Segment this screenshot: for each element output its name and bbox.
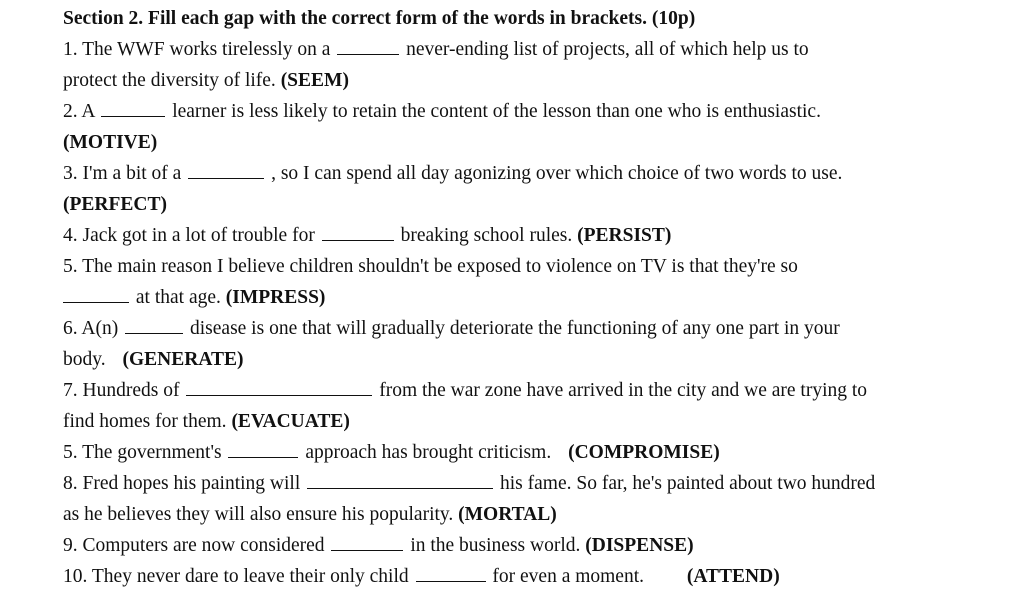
section-title: Section 2. Fill each gap with the correct form of the words in brackets. (10p) (63, 8, 696, 29)
item-6-blank[interactable] (125, 317, 183, 334)
item-9-text-before: 9. Computers are now considered (63, 535, 325, 556)
item-3-line-2 (63, 189, 1003, 220)
item-4-keyword: (PERSIST) (577, 225, 672, 246)
item-5b-blank[interactable] (228, 441, 298, 458)
item-9-blank[interactable] (331, 534, 403, 551)
item-4-blank[interactable] (322, 224, 394, 241)
item-8-text-before: 8. Fred hopes his painting will (63, 473, 301, 494)
item-7-text-before: 7. Hundreds of (63, 380, 180, 401)
item-5b-line-1 (63, 437, 1003, 468)
item-7-text-cont: find homes for them. (63, 411, 227, 432)
item-6-text-after: disease is one that will gradually deteriorate the functioning of any one part in your (190, 318, 840, 339)
item-2-keyword: (MOTIVE) (63, 132, 158, 153)
item-2-blank[interactable] (101, 100, 165, 117)
item-7-line-2 (63, 406, 1003, 437)
item-5-blank[interactable] (63, 286, 129, 303)
item-10-keyword: (ATTEND) (686, 566, 780, 587)
item-5-line-2 (63, 282, 1003, 313)
item-7-keyword: (EVACUATE) (231, 411, 350, 432)
item-9-line-1 (63, 530, 1003, 561)
item-6-text-cont: body. (63, 349, 106, 370)
item-10-line-1 (63, 561, 1003, 592)
item-5b-text-after: approach has brought criticism. (305, 442, 552, 463)
item-1-text-after: never-ending list of projects, all of which help us to (406, 39, 809, 60)
item-8-blank[interactable] (307, 472, 493, 489)
exercise-sheet (63, 4, 1003, 592)
item-1-line-2 (63, 65, 1003, 96)
item-5b-keyword: (COMPROMISE) (568, 442, 720, 463)
item-1-keyword: (SEEM) (280, 70, 349, 91)
item-3-line-1 (63, 158, 1003, 189)
item-2-line-2 (63, 127, 1003, 158)
item-2-text-before: 2. A (63, 101, 95, 122)
item-3-keyword: (PERFECT) (63, 194, 167, 215)
item-7-text-after: from the war zone have arrived in the city and we are trying to (379, 380, 868, 401)
item-1-line-1 (63, 34, 1003, 65)
item-8-keyword: (MORTAL) (458, 504, 557, 525)
item-4-text-after: breaking school rules. (400, 225, 573, 246)
item-5b-text-before: 5. The government's (63, 442, 222, 463)
item-8-text-cont: as he believes they will also ensure his popularity. (63, 504, 454, 525)
item-3-text-before: 3. I'm a bit of a (63, 163, 182, 184)
item-6-keyword: (GENERATE) (122, 349, 244, 370)
item-2-line-1 (63, 96, 1003, 127)
item-6-text-before: 6. A(n) (63, 318, 119, 339)
item-10-text-after: for even a moment. (492, 566, 645, 587)
item-4-line-1 (63, 220, 1003, 251)
item-7-line-1 (63, 375, 1003, 406)
item-7-blank[interactable] (186, 379, 372, 396)
item-3-text-after: , so I can spend all day agonizing over which choice of two words to use. (271, 163, 843, 184)
item-8-line-2 (63, 499, 1003, 530)
item-9-keyword: (DISPENSE) (585, 535, 694, 556)
item-1-blank[interactable] (337, 38, 399, 55)
item-4-text-before: 4. Jack got in a lot of trouble for (63, 225, 315, 246)
item-1-text-before: 1. The WWF works tirelessly on a (63, 39, 331, 60)
item-8-text-after: his fame. So far, he's painted about two hundred (500, 473, 876, 494)
item-6-line-1 (63, 313, 1003, 344)
item-5-line-1 (63, 251, 1003, 282)
item-5-text-before: 5. The main reason I believe children shouldn't be exposed to violence on TV is that they're so (63, 256, 798, 277)
item-2-text-after: learner is less likely to retain the content of the lesson than one who is enthusiastic. (172, 101, 821, 122)
item-1-text-cont: protect the diversity of life. (63, 70, 276, 91)
item-10-text-before: 10. They never dare to leave their only child (63, 566, 409, 587)
item-8-line-1 (63, 468, 1003, 499)
item-10-blank[interactable] (416, 565, 486, 582)
item-6-line-2 (63, 344, 1003, 375)
item-3-blank[interactable] (188, 162, 264, 179)
item-5-keyword: (IMPRESS) (225, 287, 326, 308)
item-5-text-after: at that age. (135, 287, 221, 308)
item-9-text-after: in the business world. (410, 535, 581, 556)
